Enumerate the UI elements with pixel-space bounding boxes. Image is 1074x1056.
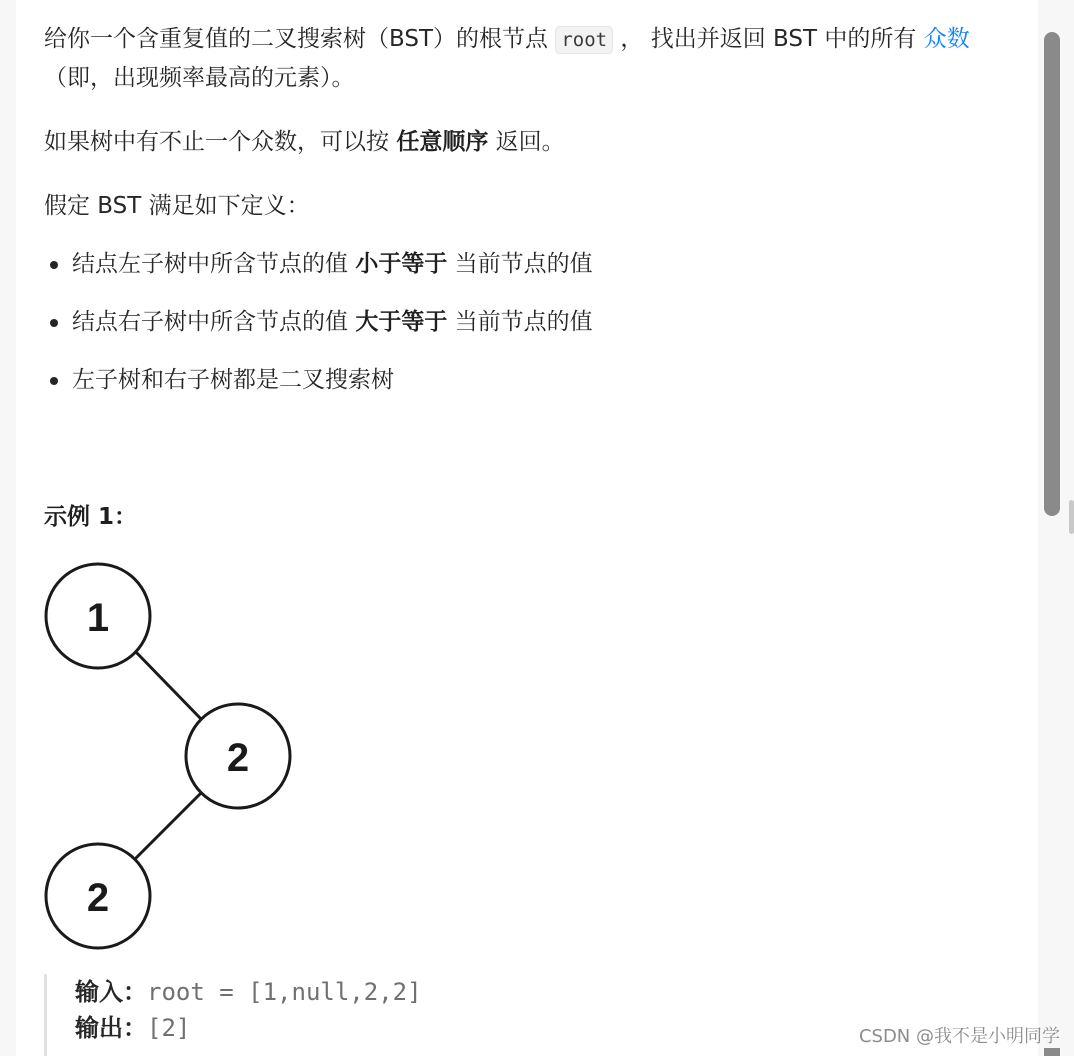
def-pre: 左子树和右子树都是二叉搜索树 <box>72 367 394 393</box>
intro-text-3: （即，出现频率最高的元素）。 <box>44 65 355 91</box>
tree-node-right <box>186 704 290 808</box>
tree-diagram <box>44 560 294 952</box>
def-post: 当前节点的值 <box>447 309 593 335</box>
bullet-icon <box>50 319 58 327</box>
node-label: 2 <box>226 736 250 780</box>
scrollbar-bottom[interactable] <box>1044 1048 1060 1056</box>
list-item <box>44 245 1024 303</box>
output-value: [2] <box>147 1014 191 1042</box>
node-label: 2 <box>86 876 110 920</box>
intro-text-1: 给你一个含重复值的二叉搜索树（BST）的根节点 <box>44 26 556 52</box>
def-bold: 小于等于 <box>355 251 448 277</box>
root-code: root <box>555 26 613 54</box>
list-item <box>44 303 1024 361</box>
bullet-icon <box>50 377 58 385</box>
def-pre: 结点左子树中所含节点的值 <box>72 251 356 277</box>
definition-list <box>44 245 1024 419</box>
input-label: 输入： <box>75 978 147 1006</box>
def-post: 当前节点的值 <box>447 251 593 277</box>
tree-node-root <box>46 564 150 668</box>
def-bold: 大于等于 <box>355 309 448 335</box>
order-bold: 任意顺序 <box>396 129 489 155</box>
order-text-2: 返回。 <box>488 129 565 155</box>
order-text-1: 如果树中有不止一个众数，可以按 <box>44 129 397 155</box>
intro-paragraph <box>44 20 1024 97</box>
scrollbar-thumb[interactable] <box>1044 32 1060 516</box>
mode-link[interactable]: 众数 <box>923 26 970 52</box>
input-value: root = [1,null,2,2] <box>147 978 422 1006</box>
input-line <box>75 974 1014 1010</box>
tree-edge <box>134 650 202 720</box>
def-pre: 结点右子树中所含节点的值 <box>72 309 356 335</box>
node-label: 1 <box>86 596 110 640</box>
intro-text-2: ， 找出并返回 BST 中的所有 <box>613 26 924 52</box>
watermark: CSDN @我不是小明同学 <box>858 1026 1060 1047</box>
list-item <box>44 361 1024 419</box>
definition-intro: 假定 BST 满足如下定义： <box>44 193 310 219</box>
tree-node-left <box>46 844 150 948</box>
tree-edge <box>134 792 202 860</box>
order-paragraph <box>44 123 1024 161</box>
problem-page <box>16 0 1038 1056</box>
problem-description <box>44 0 1024 419</box>
output-label: 输出： <box>75 1014 147 1042</box>
scroll-resize-handle[interactable] <box>1069 500 1074 534</box>
example-heading: 示例 1： <box>44 504 138 530</box>
bullet-icon <box>50 261 58 269</box>
